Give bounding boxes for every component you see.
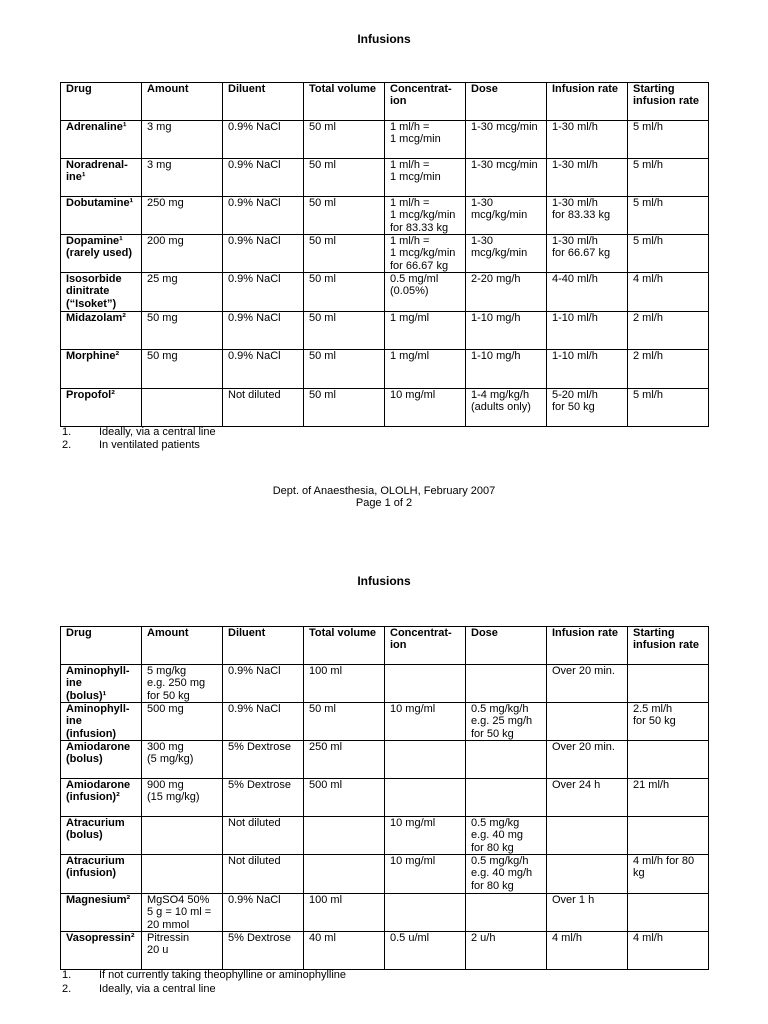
cell-total-volume bbox=[304, 855, 385, 894]
cell-diluent: 5% Dextrose bbox=[223, 779, 304, 817]
cell-drug: Morphine² bbox=[61, 350, 142, 389]
cell-diluent: 0.9% NaCl bbox=[223, 273, 304, 312]
table-row bbox=[61, 932, 709, 970]
footnote-text: In ventilated patients bbox=[99, 439, 200, 451]
cell-infusion-rate: 4-40 ml/h bbox=[547, 273, 628, 312]
cell-dose bbox=[466, 779, 547, 817]
cell-dose: 1-30 mcg/min bbox=[466, 159, 547, 197]
cell-infusion-rate: Over 20 min. bbox=[547, 741, 628, 779]
table-row bbox=[61, 703, 709, 741]
cell-concentration: 10 mg/ml bbox=[385, 817, 466, 855]
cell-drug: Magnesium² bbox=[61, 894, 142, 932]
cell-dose: 1-30 mcg/kg/min bbox=[466, 235, 547, 273]
cell-dose bbox=[466, 665, 547, 703]
cell-starting-infusion-rate: 21 ml/h bbox=[628, 779, 709, 817]
cell-amount: MgSO4 50% 5 g = 10 ml = 20 mmol bbox=[142, 894, 223, 932]
cell-concentration: 1 ml/h = 1 mcg/min bbox=[385, 159, 466, 197]
page-title: Infusions bbox=[357, 574, 411, 588]
cell-amount: 3 mg bbox=[142, 121, 223, 159]
cell-dose: 0.5 mg/kg e.g. 40 mg for 80 kg bbox=[466, 817, 547, 855]
cell-starting-infusion-rate bbox=[628, 741, 709, 779]
cell-concentration bbox=[385, 741, 466, 779]
cell-dose: 2-20 mg/h bbox=[466, 273, 547, 312]
cell-diluent: 5% Dextrose bbox=[223, 741, 304, 779]
cell-infusion-rate: Over 1 h bbox=[547, 894, 628, 932]
cell-concentration: 1 ml/h = 1 mcg/min bbox=[385, 121, 466, 159]
table-row bbox=[61, 779, 709, 817]
cell-total-volume: 50 ml bbox=[304, 159, 385, 197]
cell-diluent: 0.9% NaCl bbox=[223, 121, 304, 159]
cell-amount: 200 mg bbox=[142, 235, 223, 273]
cell-starting-infusion-rate: 2 ml/h bbox=[628, 312, 709, 350]
footer-department: Dept. of Anaesthesia, OLOLH, February 2007 bbox=[272, 485, 496, 497]
header-infusion-rate: Infusion rate bbox=[547, 627, 628, 665]
cell-amount: 25 mg bbox=[142, 273, 223, 312]
cell-dose bbox=[466, 741, 547, 779]
header-diluent: Diluent bbox=[223, 83, 304, 121]
cell-dose: 1-30 mcg/kg/min bbox=[466, 197, 547, 235]
cell-drug: Vasopressin² bbox=[61, 932, 142, 970]
header-starting-infusion-rate: Starting infusion rate bbox=[628, 627, 709, 665]
header-total-volume: Total volume bbox=[304, 83, 385, 121]
cell-concentration: 1 mg/ml bbox=[385, 350, 466, 389]
cell-diluent: 0.9% NaCl bbox=[223, 312, 304, 350]
cell-total-volume: 50 ml bbox=[304, 350, 385, 389]
header-row bbox=[61, 627, 709, 665]
cell-concentration: 1 ml/h = 1 mcg/kg/min for 83.33 kg bbox=[385, 197, 466, 235]
header-row bbox=[61, 83, 709, 121]
footnote bbox=[62, 969, 702, 982]
cell-dose: 1-30 mcg/min bbox=[466, 121, 547, 159]
cell-diluent: Not diluted bbox=[223, 855, 304, 894]
cell-drug: Aminophyll- ine (bolus)¹ bbox=[61, 665, 142, 703]
infusions-table bbox=[60, 82, 709, 427]
cell-starting-infusion-rate: 2 ml/h bbox=[628, 350, 709, 389]
page-title: Infusions bbox=[357, 32, 411, 46]
table-row bbox=[61, 855, 709, 894]
table-row bbox=[61, 273, 709, 312]
footnote-number: 2. bbox=[62, 983, 72, 995]
cell-total-volume: 50 ml bbox=[304, 235, 385, 273]
cell-diluent: 0.9% NaCl bbox=[223, 894, 304, 932]
cell-drug: Adrenaline¹ bbox=[61, 121, 142, 159]
cell-concentration: 10 mg/ml bbox=[385, 703, 466, 741]
cell-starting-infusion-rate: 5 ml/h bbox=[628, 159, 709, 197]
cell-drug: Propofol² bbox=[61, 389, 142, 427]
cell-drug: Dobutamine¹ bbox=[61, 197, 142, 235]
cell-amount: 50 mg bbox=[142, 312, 223, 350]
footer-page-number: Page 1 of 2 bbox=[355, 497, 413, 509]
cell-infusion-rate bbox=[547, 817, 628, 855]
cell-drug: Aminophyll- ine (infusion) bbox=[61, 703, 142, 741]
cell-starting-infusion-rate: 5 ml/h bbox=[628, 197, 709, 235]
table-row bbox=[61, 741, 709, 779]
footnote-text: Ideally, via a central line bbox=[99, 983, 216, 995]
cell-drug: Atracurium (bolus) bbox=[61, 817, 142, 855]
header-diluent: Diluent bbox=[223, 627, 304, 665]
footnote-text: If not currently taking theophylline or aminophylline bbox=[99, 969, 347, 981]
cell-total-volume: 100 ml bbox=[304, 894, 385, 932]
cell-infusion-rate bbox=[547, 855, 628, 894]
cell-starting-infusion-rate: 2.5 ml/h for 50 kg bbox=[628, 703, 709, 741]
cell-total-volume: 50 ml bbox=[304, 197, 385, 235]
table-row bbox=[61, 235, 709, 273]
footnote-number: 2. bbox=[62, 439, 72, 451]
cell-concentration: 1 ml/h = 1 mcg/kg/min for 66.67 kg bbox=[385, 235, 466, 273]
cell-dose: 2 u/h bbox=[466, 932, 547, 970]
cell-starting-infusion-rate: 4 ml/h bbox=[628, 932, 709, 970]
cell-total-volume: 50 ml bbox=[304, 273, 385, 312]
cell-infusion-rate: 1-10 ml/h bbox=[547, 350, 628, 389]
footnote-number: 1. bbox=[62, 969, 72, 981]
cell-total-volume: 50 ml bbox=[304, 703, 385, 741]
cell-total-volume: 500 ml bbox=[304, 779, 385, 817]
header-infusion-rate: Infusion rate bbox=[547, 83, 628, 121]
cell-concentration: 0.5 mg/ml (0.05%) bbox=[385, 273, 466, 312]
header-dose: Dose bbox=[466, 83, 547, 121]
cell-infusion-rate: Over 20 min. bbox=[547, 665, 628, 703]
cell-concentration bbox=[385, 779, 466, 817]
header-amount: Amount bbox=[142, 83, 223, 121]
cell-dose bbox=[466, 894, 547, 932]
cell-starting-infusion-rate: 4 ml/h for 80 kg bbox=[628, 855, 709, 894]
cell-diluent: 5% Dextrose bbox=[223, 932, 304, 970]
cell-drug: Dopamine¹ (rarely used) bbox=[61, 235, 142, 273]
header-dose: Dose bbox=[466, 627, 547, 665]
table-row bbox=[61, 389, 709, 427]
header-concentration: Concentrat- ion bbox=[385, 627, 466, 665]
cell-infusion-rate: Over 24 h bbox=[547, 779, 628, 817]
cell-concentration: 0.5 u/ml bbox=[385, 932, 466, 970]
table-row bbox=[61, 197, 709, 235]
header-starting-infusion-rate: Starting infusion rate bbox=[628, 83, 709, 121]
table-row bbox=[61, 894, 709, 932]
table-row bbox=[61, 159, 709, 197]
cell-diluent: Not diluted bbox=[223, 389, 304, 427]
cell-starting-infusion-rate bbox=[628, 665, 709, 703]
cell-diluent: Not diluted bbox=[223, 817, 304, 855]
footnote bbox=[62, 439, 702, 452]
cell-infusion-rate bbox=[547, 703, 628, 741]
cell-diluent: 0.9% NaCl bbox=[223, 197, 304, 235]
cell-amount: 50 mg bbox=[142, 350, 223, 389]
cell-total-volume: 50 ml bbox=[304, 389, 385, 427]
cell-diluent: 0.9% NaCl bbox=[223, 159, 304, 197]
cell-concentration bbox=[385, 894, 466, 932]
table-row bbox=[61, 817, 709, 855]
footnote bbox=[62, 983, 702, 996]
cell-dose: 0.5 mg/kg/h e.g. 40 mg/h for 80 kg bbox=[466, 855, 547, 894]
cell-concentration: 10 mg/ml bbox=[385, 389, 466, 427]
cell-amount bbox=[142, 389, 223, 427]
cell-infusion-rate: 1-30 ml/h bbox=[547, 121, 628, 159]
cell-amount: 250 mg bbox=[142, 197, 223, 235]
cell-diluent: 0.9% NaCl bbox=[223, 665, 304, 703]
table-row bbox=[61, 121, 709, 159]
cell-diluent: 0.9% NaCl bbox=[223, 350, 304, 389]
header-concentration: Concentrat- ion bbox=[385, 83, 466, 121]
cell-infusion-rate: 5-20 ml/h for 50 kg bbox=[547, 389, 628, 427]
cell-infusion-rate: 1-10 ml/h bbox=[547, 312, 628, 350]
table-row bbox=[61, 350, 709, 389]
footnote-number: 1. bbox=[62, 426, 72, 438]
cell-drug: Amiodarone (infusion)² bbox=[61, 779, 142, 817]
footnote bbox=[62, 426, 702, 439]
cell-drug: Atracurium (infusion) bbox=[61, 855, 142, 894]
cell-drug: Isosorbide dinitrate (“Isoket”) bbox=[61, 273, 142, 312]
cell-dose: 1-10 mg/h bbox=[466, 312, 547, 350]
table-row bbox=[61, 312, 709, 350]
cell-drug: Midazolam² bbox=[61, 312, 142, 350]
cell-concentration: 1 mg/ml bbox=[385, 312, 466, 350]
cell-amount: 3 mg bbox=[142, 159, 223, 197]
footnote-text: Ideally, via a central line bbox=[99, 426, 216, 438]
cell-dose: 1-10 mg/h bbox=[466, 350, 547, 389]
cell-starting-infusion-rate: 5 ml/h bbox=[628, 389, 709, 427]
cell-amount bbox=[142, 855, 223, 894]
cell-starting-infusion-rate: 5 ml/h bbox=[628, 121, 709, 159]
cell-drug: Noradrenal- ine¹ bbox=[61, 159, 142, 197]
cell-total-volume: 100 ml bbox=[304, 665, 385, 703]
cell-amount: Pitressin 20 u bbox=[142, 932, 223, 970]
cell-diluent: 0.9% NaCl bbox=[223, 703, 304, 741]
cell-starting-infusion-rate bbox=[628, 894, 709, 932]
cell-starting-infusion-rate bbox=[628, 817, 709, 855]
cell-total-volume: 40 ml bbox=[304, 932, 385, 970]
cell-dose: 1-4 mg/kg/h (adults only) bbox=[466, 389, 547, 427]
cell-diluent: 0.9% NaCl bbox=[223, 235, 304, 273]
header-amount: Amount bbox=[142, 627, 223, 665]
cell-infusion-rate: 1-30 ml/h for 83.33 kg bbox=[547, 197, 628, 235]
cell-total-volume: 50 ml bbox=[304, 121, 385, 159]
cell-amount: 900 mg (15 mg/kg) bbox=[142, 779, 223, 817]
cell-infusion-rate: 4 ml/h bbox=[547, 932, 628, 970]
cell-total-volume: 50 ml bbox=[304, 312, 385, 350]
cell-amount: 300 mg (5 mg/kg) bbox=[142, 741, 223, 779]
cell-total-volume bbox=[304, 817, 385, 855]
cell-dose: 0.5 mg/kg/h e.g. 25 mg/h for 50 kg bbox=[466, 703, 547, 741]
cell-infusion-rate: 1-30 ml/h bbox=[547, 159, 628, 197]
cell-amount bbox=[142, 817, 223, 855]
cell-concentration: 10 mg/ml bbox=[385, 855, 466, 894]
header-drug: Drug bbox=[61, 83, 142, 121]
cell-total-volume: 250 ml bbox=[304, 741, 385, 779]
cell-amount: 5 mg/kg e.g. 250 mg for 50 kg bbox=[142, 665, 223, 703]
table-row bbox=[61, 665, 709, 703]
header-drug: Drug bbox=[61, 627, 142, 665]
cell-concentration bbox=[385, 665, 466, 703]
cell-amount: 500 mg bbox=[142, 703, 223, 741]
cell-infusion-rate: 1-30 ml/h for 66.67 kg bbox=[547, 235, 628, 273]
infusions-table bbox=[60, 626, 709, 970]
header-total-volume: Total volume bbox=[304, 627, 385, 665]
cell-starting-infusion-rate: 4 ml/h bbox=[628, 273, 709, 312]
cell-starting-infusion-rate: 5 ml/h bbox=[628, 235, 709, 273]
cell-drug: Amiodarone (bolus) bbox=[61, 741, 142, 779]
